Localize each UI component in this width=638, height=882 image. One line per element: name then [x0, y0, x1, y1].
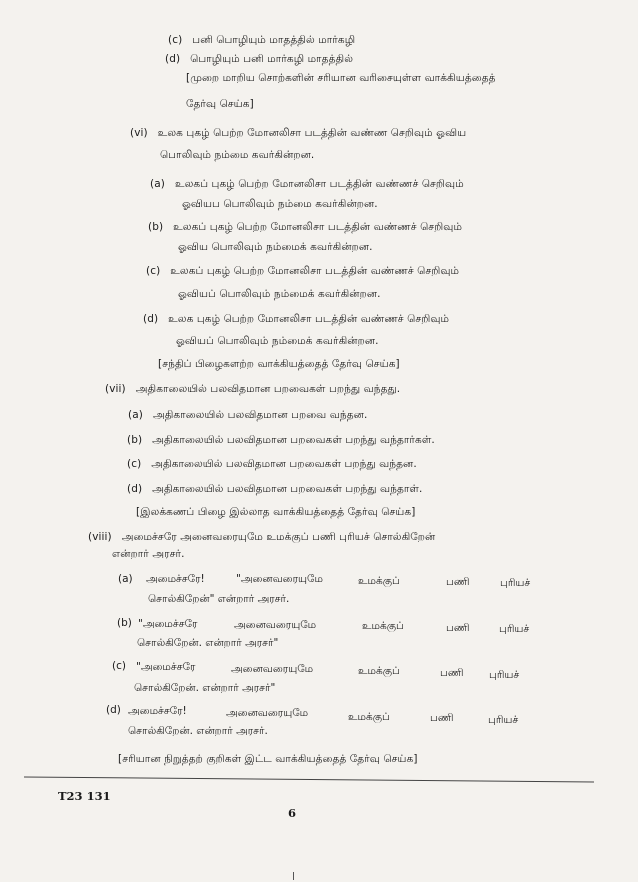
scan-mark	[293, 872, 294, 880]
q6-option-a-line2: ஓவியப பொலிவும் நம்மை கவர்கின்றன.	[182, 198, 378, 210]
exam-page: (c) பனி பொழியும் மாதத்தில் மார்கழி (d) பொழியும் பனி மார்கழி மாதத்தில் [முறை மாறிய சொற்களின் சரியான வரிசையுள்ள வாக்கியத்தைத் தேர்வு செய்க] (vi) உலக புகழ் பெற்ற மோனலிசா படத்தின் வண்ண செறிவும் ஓவிய பொலிவும் நம்மை கவர்கின்றன. (a) உலகப் புகழ் பெற்ற மோனலிசா படத்தின் வண்ணச் செறிவும் ஓவியப பொலிவும் நம்மை கவர்கின்றன. (b) உலகப் புகழ் பெற்ற மோனலிசா படத்தின் வண்ணச் செறிவும் ஓவிய பொலிவும் நம்மைக் கவர்கின்றன. (c) உலகப் புகழ் பெற்ற மோனலிசா படத்தின் வண்ணச் செறிவும் ஓவியப் பொலிவும் நம்மைக் கவர்கின்றன. (d) உலக புகழ் பெற்ற மோனலிசா படத்தின் வண்ணச் செறிவும் ஓவியப் பொலிவும் நம்மைக் கவர்கின்றன. [சந்திப் பிழைகளற்ற வாக்கியத்தைத் தேர்வு செய்க] (vii) அதிகாலையில் பலவிதமான பறவைகள் பறந்து வந்தது. (a) அதிகாலையில் பலவிதமான பறவை வந்தன. (b) அதிகாலையில் பலவிதமான பறவைகள் பறந்து வந்தார்கள். (c) அதிகாலையில் பலவிதமான பறவைகள் பறந்து வந்தன. (d) அதிகாலையில் பலவிதமான பறவைகள் பறந்து வந்தாள். [இலக்கணப் பிழை இல்லாத வாக்கியத்தைத் தேர்வு செய்க] (viii) அமைச்சரே அனைவரையுமே உமக்குப் பணி புரியச் சொல்கிறேன் என்றார் அரசர். (a) அமைச்சரே! "அனைவரையுமே உமக்குப் பணி புரியச் சொல்கிறேன்" என்றார் அரசர். (b) "அமைச்சரே அனைவரையுமே உமக்குப் பணி புரியச் சொல்கிறேன். என்றார் அரசர்" (c) "அமைச்சரே அனைவரையுமே உமக்குப் பணி புரியச் சொல்கிறேன். என்றார் அரசர்" (d) அமைச்சரே! அனைவரையுமே உமக்குப் பணி புரியச் சொல்கிறேன். என்றார் அரசர். [சரியான நிறுத்தற் குறிகள் இட்ட வாக்கியத்தைத் தேர்வு செய்க] T23 131 6	[0, 0, 638, 882]
q5-option-c: (c) பனி பொழியும் மாதத்தில் மார்கழி	[168, 34, 356, 46]
q6-option-c-line2: ஓவியப் பொலிவும் நம்மைக் கவர்கின்றன.	[178, 288, 381, 300]
q7-option-c: (c) அதிகாலையில் பலவிதமான பறவைகள் பறந்து வந்தன.	[127, 458, 417, 470]
q6-stem-line1: (vi) உலக புகழ் பெற்ற மோனலிசா படத்தின் வண்ண செறிவும் ஓவிய	[130, 127, 467, 139]
q5-option-d: (d) பொழியும் பனி மார்கழி மாதத்தில்	[165, 53, 354, 65]
q7-option-d: (d) அதிகாலையில் பலவிதமான பறவைகள் பறந்து வந்தாள்.	[127, 483, 423, 495]
page-number: 6	[288, 806, 297, 820]
q6-option-d-line1: (d) உலக புகழ் பெற்ற மோனலிசா படத்தின் வண்ணச் செறிவும்	[143, 313, 450, 325]
q6-option-c-line1: (c) உலகப் புகழ் பெற்ற மோனலிசா படத்தின் வண்ணச் செறிவும்	[146, 265, 460, 277]
q5-instruction-line2: தேர்வு செய்க]	[186, 98, 254, 110]
q8-stem-line2: என்றார் அரசர்.	[112, 548, 185, 560]
footer-divider	[24, 777, 594, 783]
q5-instruction-line1: [முறை மாறிய சொற்களின் சரியான வரிசையுள்ள வாக்கியத்தைத்	[186, 72, 496, 84]
q6-option-a-line1: (a) உலகப் புகழ் பெற்ற மோனலிசா படத்தின் வண்ணச் செறிவும்	[150, 178, 464, 190]
q7-option-b: (b) அதிகாலையில் பலவிதமான பறவைகள் பறந்து வந்தார்கள்.	[127, 434, 435, 446]
q6-option-b-line1: (b) உலகப் புகழ் பெற்ற மோனலிசா படத்தின் வண்ணச் செறிவும்	[148, 221, 462, 233]
q7-option-a: (a) அதிகாலையில் பலவிதமான பறவை வந்தன.	[128, 409, 368, 421]
q8-instruction: [சரியான நிறுத்தற் குறிகள் இட்ட வாக்கியத்தைத் தேர்வு செய்க]	[118, 753, 418, 765]
q6-stem-line2: பொலிவும் நம்மை கவர்கின்றன.	[160, 149, 315, 161]
question-paper-code: T23 131	[58, 789, 111, 803]
q7-stem: (vii) அதிகாலையில் பலவிதமான பறவைகள் பறந்து வந்தது.	[105, 383, 401, 395]
q6-option-d-line2: ஓவியப் பொலிவும் நம்மைக் கவர்கின்றன.	[176, 335, 379, 347]
q6-option-b-line2: ஓவிய பொலிவும் நம்மைக் கவர்கின்றன.	[178, 241, 373, 253]
q8-stem-line1: (viii) அமைச்சரே அனைவரையுமே உமக்குப் பணி புரியச் சொல்கிறேன்	[88, 531, 436, 543]
q7-instruction: [இலக்கணப் பிழை இல்லாத வாக்கியத்தைத் தேர்வு செய்க]	[136, 506, 416, 518]
q6-instruction: [சந்திப் பிழைகளற்ற வாக்கியத்தைத் தேர்வு செய்க]	[158, 358, 400, 370]
